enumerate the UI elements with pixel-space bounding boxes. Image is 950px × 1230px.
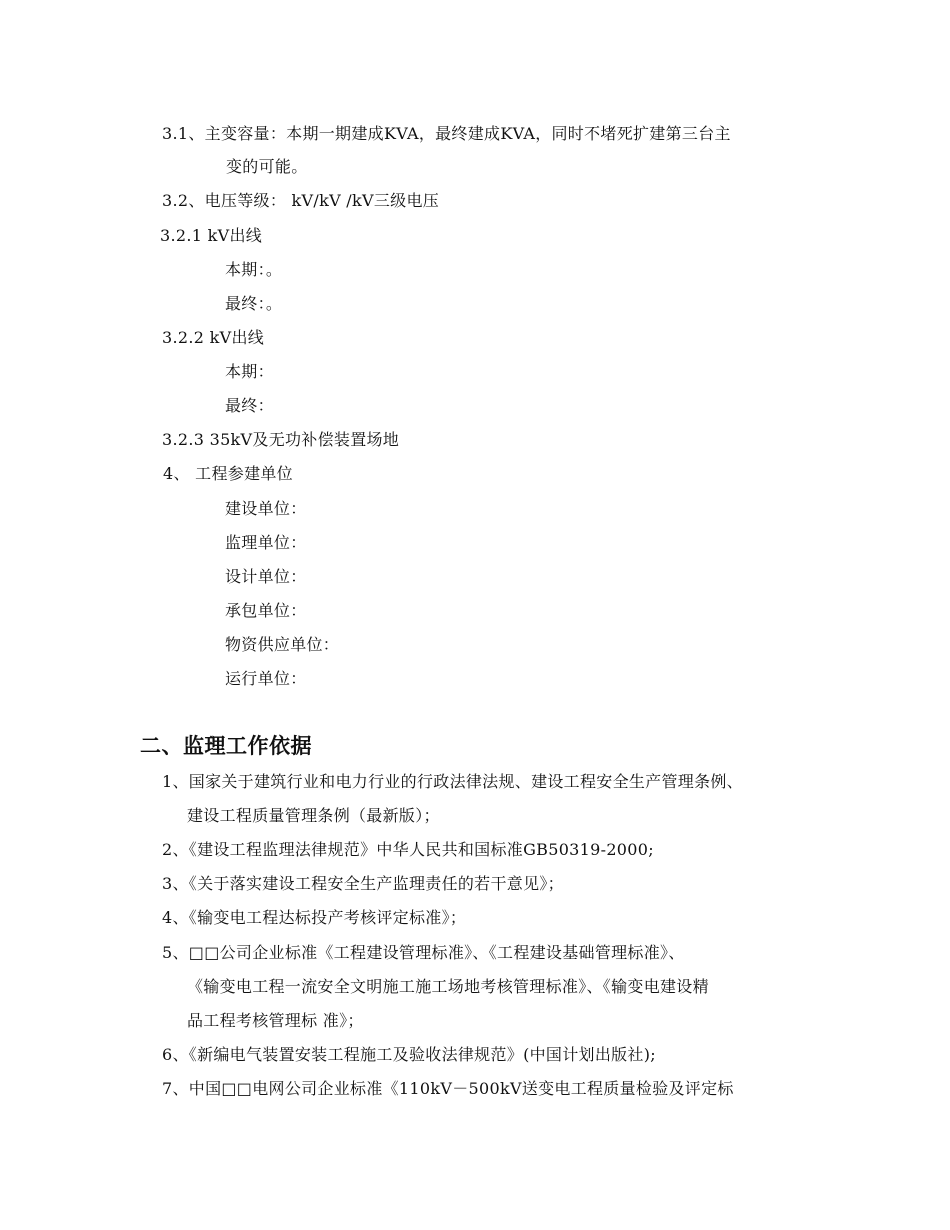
- unit-supervision: 监理单位：: [225, 533, 307, 552]
- unit-construction: 建设单位：: [225, 499, 307, 518]
- item-3-1: 3.1、主变容量：本期一期建成KVA，最终建成KVA，同时不堵死扩建第三台主: [162, 124, 731, 143]
- chapter-heading: 二、监理工作依据: [140, 734, 312, 758]
- item-3-2: 3.2、电压等级： kV/kV /kV三级电压: [162, 191, 440, 210]
- basis-item-7: 7、中国□□电网公司企业标准《110kV－500kV送变电工程质量检验及评定标: [162, 1079, 734, 1098]
- basis-item-3: 3、《关于落实建设工程安全生产监理责任的若干意见》；: [162, 874, 564, 893]
- basis-item-5-line-3: 品工程考核管理标 准》；: [187, 1011, 364, 1030]
- basis-item-2: 2、《建设工程监理法律规范》中华人民共和国标准GB50319-2000;: [162, 840, 654, 859]
- basis-item-4: 4、《输变电工程达标投产考核评定标准》；: [162, 908, 467, 927]
- basis-item-1-line-1: 1、国家关于建筑行业和电力行业的行政法律法规、建设工程安全生产管理条例、: [162, 772, 743, 791]
- basis-item-6: 6、《新编电气装置安装工程施工及验收法律规范》(中国计划出版社);: [162, 1045, 656, 1064]
- item-3-2-2-current: 本期：: [225, 362, 274, 381]
- unit-operation: 运行单位：: [225, 669, 307, 688]
- item-3-2-2: 3.2.2 kV出线: [162, 328, 265, 347]
- item-3-2-3: 3.2.3 35kV及无功补偿装置场地: [162, 430, 400, 449]
- unit-contractor: 承包单位：: [225, 601, 307, 620]
- basis-item-5-line-2: 《输变电工程一流安全文明施工施工场地考核管理标准》、《输变电建设精: [187, 977, 709, 996]
- unit-design: 设计单位：: [225, 567, 307, 586]
- item-3-2-2-final: 最终：: [225, 396, 274, 415]
- item-3-1-continuation: 变的可能。: [226, 157, 308, 176]
- item-3-2-1-final: 最终：。: [225, 294, 283, 313]
- basis-item-1-line-2: 建设工程质量管理条例（最新版）；: [187, 806, 440, 825]
- item-3-2-1-current: 本期：。: [225, 260, 283, 279]
- section-4-title: 4、 工程参建单位: [163, 464, 293, 483]
- item-3-2-1: 3.2.1 kV出线: [160, 226, 263, 245]
- unit-material-supply: 物资供应单位：: [225, 635, 340, 654]
- basis-item-5-line-1: 5、□□公司企业标准《工程建设管理标准》、《工程建设基础管理标准》、: [162, 943, 685, 962]
